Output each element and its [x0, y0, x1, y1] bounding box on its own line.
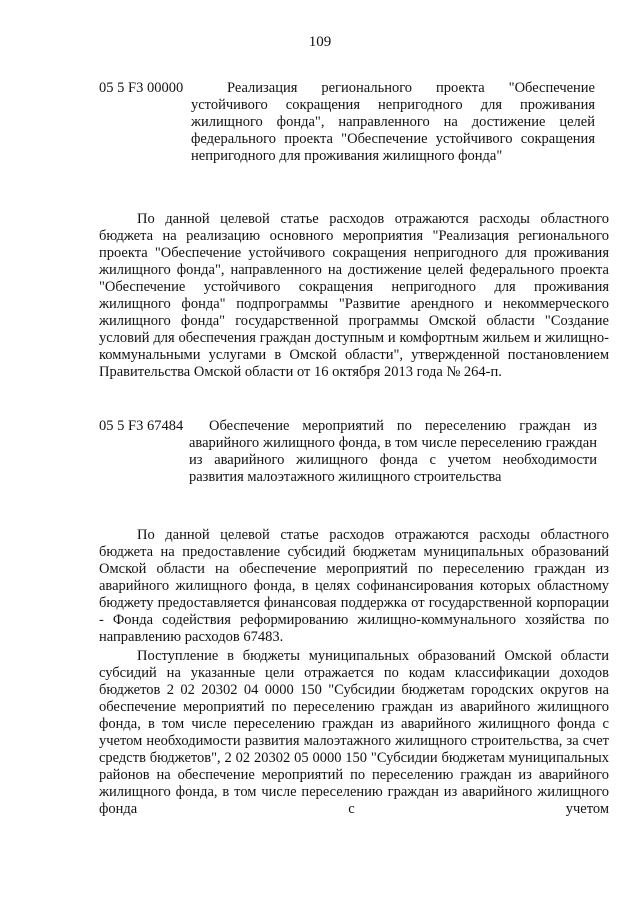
page-number: 109: [308, 34, 332, 50]
body-paragraph: Поступление в бюджеты муниципальных образований Омской области субсидий на указанные цели отражается по кодам классификации доходов бюджетов 2 02 20302 04 0000 150 "Субсидии бюджетам городских округов на обеспечение мероприятий по переселению граждан из аварийного жилищного фонда, в том числе переселению граждан из аварийного жилищного фонда с учетом необходимости развития малоэтажного жилищного строительства, за счет средств бюджетов", 2 02 20302 05 0000 150 "Субсидии бюджетам муниципальных районов на обеспечение мероприятий по переселению граждан из аварийного жилищного фонда, в том числе переселению граждан из аварийного жилищного фонда с учетом: [99, 648, 609, 817]
entry-title: Обеспечение мероприятий по переселению граждан из аварийного жилищного фонда, в том числе переселению граждан из аварийного жилищного фонда с учетом необходимости развития малоэтажного жилищного строительства: [189, 418, 597, 485]
body-paragraph: По данной целевой статье расходов отражаются расходы областного бюджета на предоставление субсидий бюджетам муниципальных образований Омской области на обеспечение мероприятий по переселению граждан из аварийного жилищного фонда, в целях софинансирования которых областному бюджету предоставляется финансовая поддержка от государственной корпорации - Фонда содействия реформированию жилищно-коммунального хозяйства по направлению расходов 67483.: [99, 527, 609, 645]
classification-code: 05 5 F3 00000: [99, 80, 184, 96]
entry-title: Реализация регионального проекта "Обеспечение устойчивого сокращения непригодного для проживания жилищного фонда", направленного на достижение целей федерального проекта "Обеспечение устойчивого сокращения непригодного для проживания жилищного фонда": [191, 80, 595, 164]
body-paragraph: По данной целевой статье расходов отражаются расходы областного бюджета на реализацию основного мероприятия "Реализация регионального проекта "Обеспечение устойчивого сокращения непригодного для проживания жилищного фонда", направленного на достижение целей федерального проекта "Обеспечение устойчивого сокращения непригодного для проживания жилищного фонда" подпрограммы "Развитие арендного и некоммерческого жилищного фонда" государственной программы Омской области "Создание условий для обеспечения граждан доступным и комфортным жильем и жилищно-коммунальными услугами в Омской области", утвержденной постановлением Правительства Омской области от 16 октября 2013 года № 264-п.: [99, 211, 609, 380]
classification-code: 05 5 F3 67484: [99, 418, 184, 434]
